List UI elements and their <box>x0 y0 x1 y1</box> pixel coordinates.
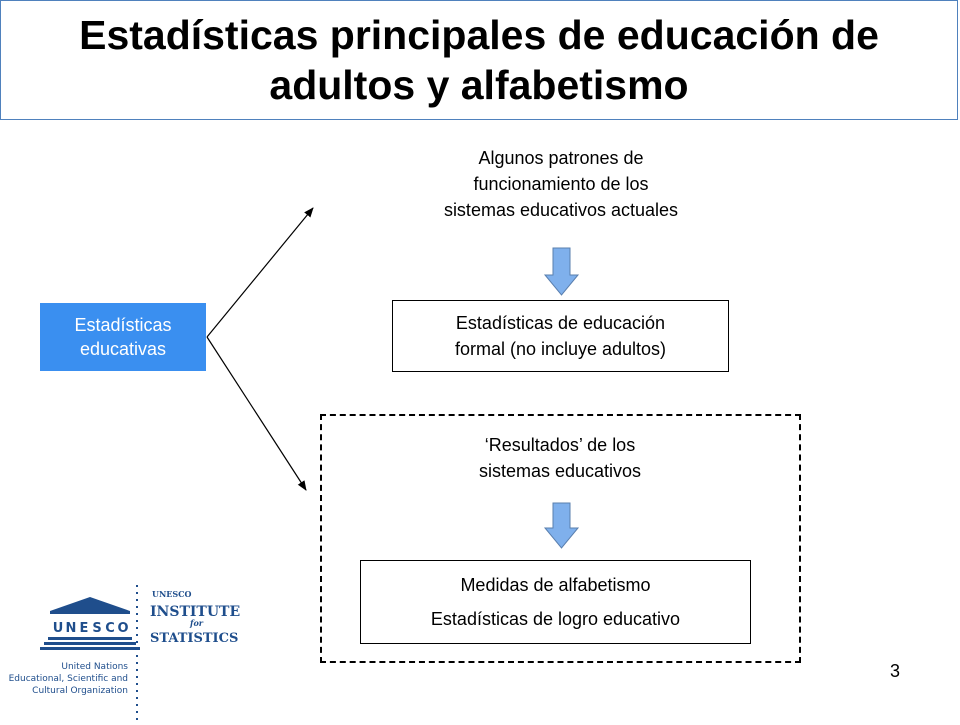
logo-letter: E <box>79 621 89 636</box>
upper-branch-heading <box>380 145 742 223</box>
arrow-to-upper-branch <box>207 208 313 337</box>
logo-org-line: Educational, Scientific and <box>8 674 128 684</box>
logo-letter: O <box>117 621 129 636</box>
source-node-line-2: educativas <box>79 339 167 359</box>
formal-education-statistics-box <box>392 300 729 372</box>
arrow-to-lower-branch <box>207 337 306 490</box>
upper-result-line: formal (no incluye adultos) <box>454 339 667 359</box>
logo-org-line: Cultural Organization <box>32 686 128 696</box>
unesco-uis-logo <box>8 585 241 725</box>
upper-heading-line: sistemas educativos actuales <box>443 200 679 220</box>
page-title: Estadísticas principales de educación de adultos y alfabetismo <box>79 12 879 108</box>
unesco-temple-icon <box>8 585 241 720</box>
logo-org-line: United Nations <box>61 662 128 672</box>
lower-branch-heading <box>400 432 720 484</box>
source-node-line-1: Estadísticas <box>74 315 172 335</box>
upper-result-line: Estadísticas de educación <box>455 313 666 333</box>
source-node-educational-statistics <box>40 303 206 371</box>
logo-letter: U <box>52 621 64 636</box>
lower-result-line: Medidas de alfabetismo <box>460 575 651 595</box>
upper-heading-line: funcionamiento de los <box>473 174 649 194</box>
upper-heading-line: Algunos patrones de <box>478 148 644 168</box>
literacy-measures-box <box>360 560 751 644</box>
logo-letter: N <box>65 621 77 636</box>
page-number: 3 <box>890 661 901 681</box>
logo-institute-line: INSTITUTE <box>150 604 241 620</box>
down-arrow-upper <box>545 248 578 295</box>
logo-institute-line: STATISTICS <box>150 631 239 646</box>
lower-heading-line: sistemas educativos <box>478 461 642 481</box>
logo-institute-line: UNESCO <box>152 589 192 599</box>
logo-letter: S <box>92 621 102 636</box>
lower-heading-line: ‘Resultados’ de los <box>484 435 636 455</box>
logo-institute-line: for <box>190 618 203 628</box>
logo-letter: C <box>105 621 115 636</box>
lower-result-line: Estadísticas de logro educativo <box>430 609 681 629</box>
